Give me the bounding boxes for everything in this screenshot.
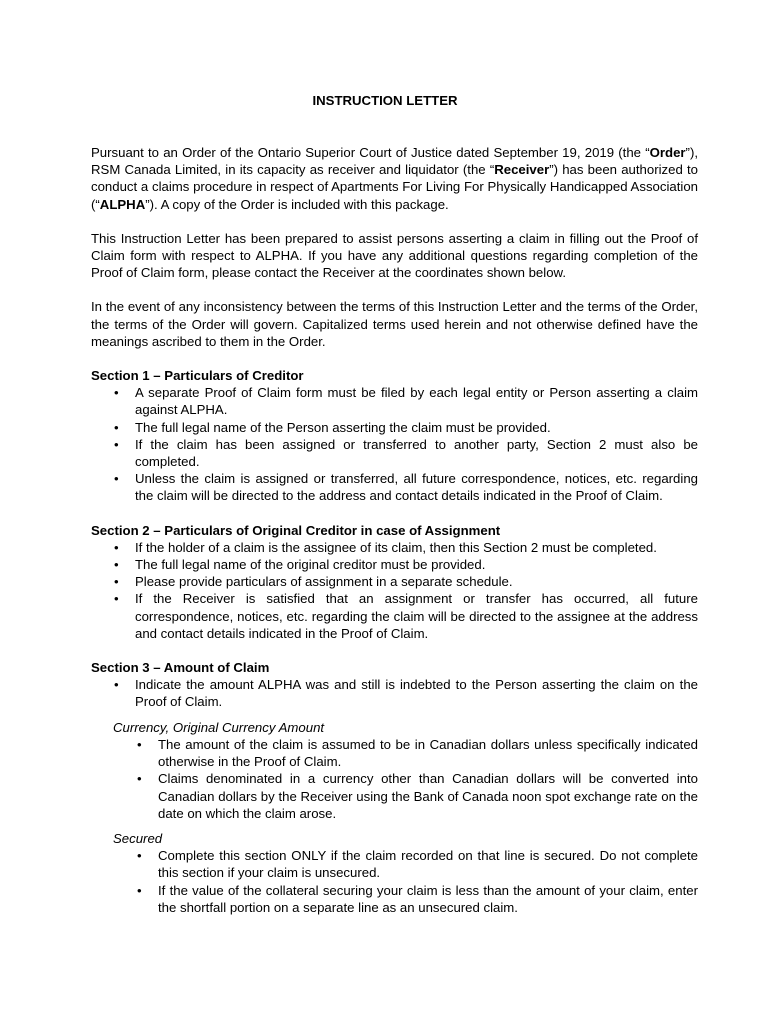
list-item: • Please provide particulars of assignment in a separate schedule.: [135, 573, 698, 590]
list-item: • If the value of the collateral securing your claim is less than the amount of your claim, enter the shortfall portion on a separate line as an unsecured claim.: [158, 882, 698, 916]
list-item: • If the holder of a claim is the assignee of its claim, then this Section 2 must be completed.: [135, 539, 698, 556]
section-1-heading: Section 1 – Particulars of Creditor: [91, 368, 304, 384]
section-1-list: [91, 384, 698, 504]
section-2-heading: Section 2 – Particulars of Original Creditor in case of Assignment: [91, 522, 501, 538]
intro-text: ”). A copy of the Order is included with this package.: [145, 196, 449, 212]
list-item: • Claims denominated in a currency other than Canadian dollars will be converted into Canadian dollars by the Receiver using the Bank of Canada noon spot exchange rate on the date on which the claim arose.: [158, 770, 698, 822]
defined-term-receiver: Receiver: [494, 162, 550, 178]
intro-paragraph-3: In the event of any inconsistency between the terms of this Instruction Letter and the terms of the Order, the terms of the Order will govern. Capitalized terms used herein and not otherwise defined have the meanings ascribed to them in the Order.: [91, 299, 698, 349]
section-3-list: [91, 676, 698, 710]
defined-term-alpha: ALPHA: [99, 196, 146, 212]
secured-subheading: Secured: [113, 830, 163, 846]
intro-text: ”), RSM Canada Limited, in its capacity as receiver and liquidator (the “: [91, 145, 698, 178]
secured-list: [91, 847, 698, 916]
list-item: • Complete this section ONLY if the claim recorded on that line is secured. Do not complete this section if your claim is unsecured.: [158, 847, 698, 881]
list-item: • Unless the claim is assigned or transferred, all future correspondence, notices, etc. regarding the claim will be directed to the address and contact details indicated in the Proof of Claim.: [135, 470, 698, 504]
document-title: INSTRUCTION LETTER: [312, 93, 458, 108]
list-item: • The full legal name of the original creditor must be provided.: [135, 556, 698, 573]
intro-text: ”) has been authorized to conduct a claims procedure in respect of Apartments For Living For Physically Handicapped Association (“: [91, 162, 698, 212]
list-item: • A separate Proof of Claim form must be filed by each legal entity or Person asserting a claim against ALPHA.: [135, 384, 698, 418]
list-item: • Indicate the amount ALPHA was and still is indebted to the Person asserting the claim on the Proof of Claim.: [135, 676, 698, 710]
intro-text: Pursuant to an Order of the Ontario Superior Court of Justice dated September 19, 2019 (the “: [91, 145, 650, 160]
section-2-list: [91, 539, 698, 642]
currency-subheading: Currency, Original Currency Amount: [113, 719, 325, 735]
document-body: [91, 144, 698, 924]
list-item: • If the claim has been assigned or transferred to another party, Section 2 must also be completed.: [135, 436, 698, 470]
currency-list: [91, 736, 698, 822]
list-item: • If the Receiver is satisfied that an assignment or transfer has occurred, all future correspondence, notices, etc. regarding the claim will be directed to the assignee at the address and contact details indicated in the Proof of Claim.: [135, 590, 698, 642]
intro-paragraph-2: This Instruction Letter has been prepared to assist persons asserting a claim in filling out the Proof of Claim form with respect to ALPHA. If you have any additional questions regarding completion of the Proof of Claim form, please contact the Receiver at the coordinates shown below.: [91, 230, 698, 281]
list-item: • The full legal name of the Person asserting the claim must be provided.: [135, 419, 698, 436]
intro-paragraph-1: [91, 144, 698, 213]
list-item: • The amount of the claim is assumed to be in Canadian dollars unless specifically indicated otherwise in the Proof of Claim.: [158, 736, 698, 770]
defined-term-order: Order: [649, 145, 686, 160]
section-3-heading: Section 3 – Amount of Claim: [91, 660, 270, 676]
